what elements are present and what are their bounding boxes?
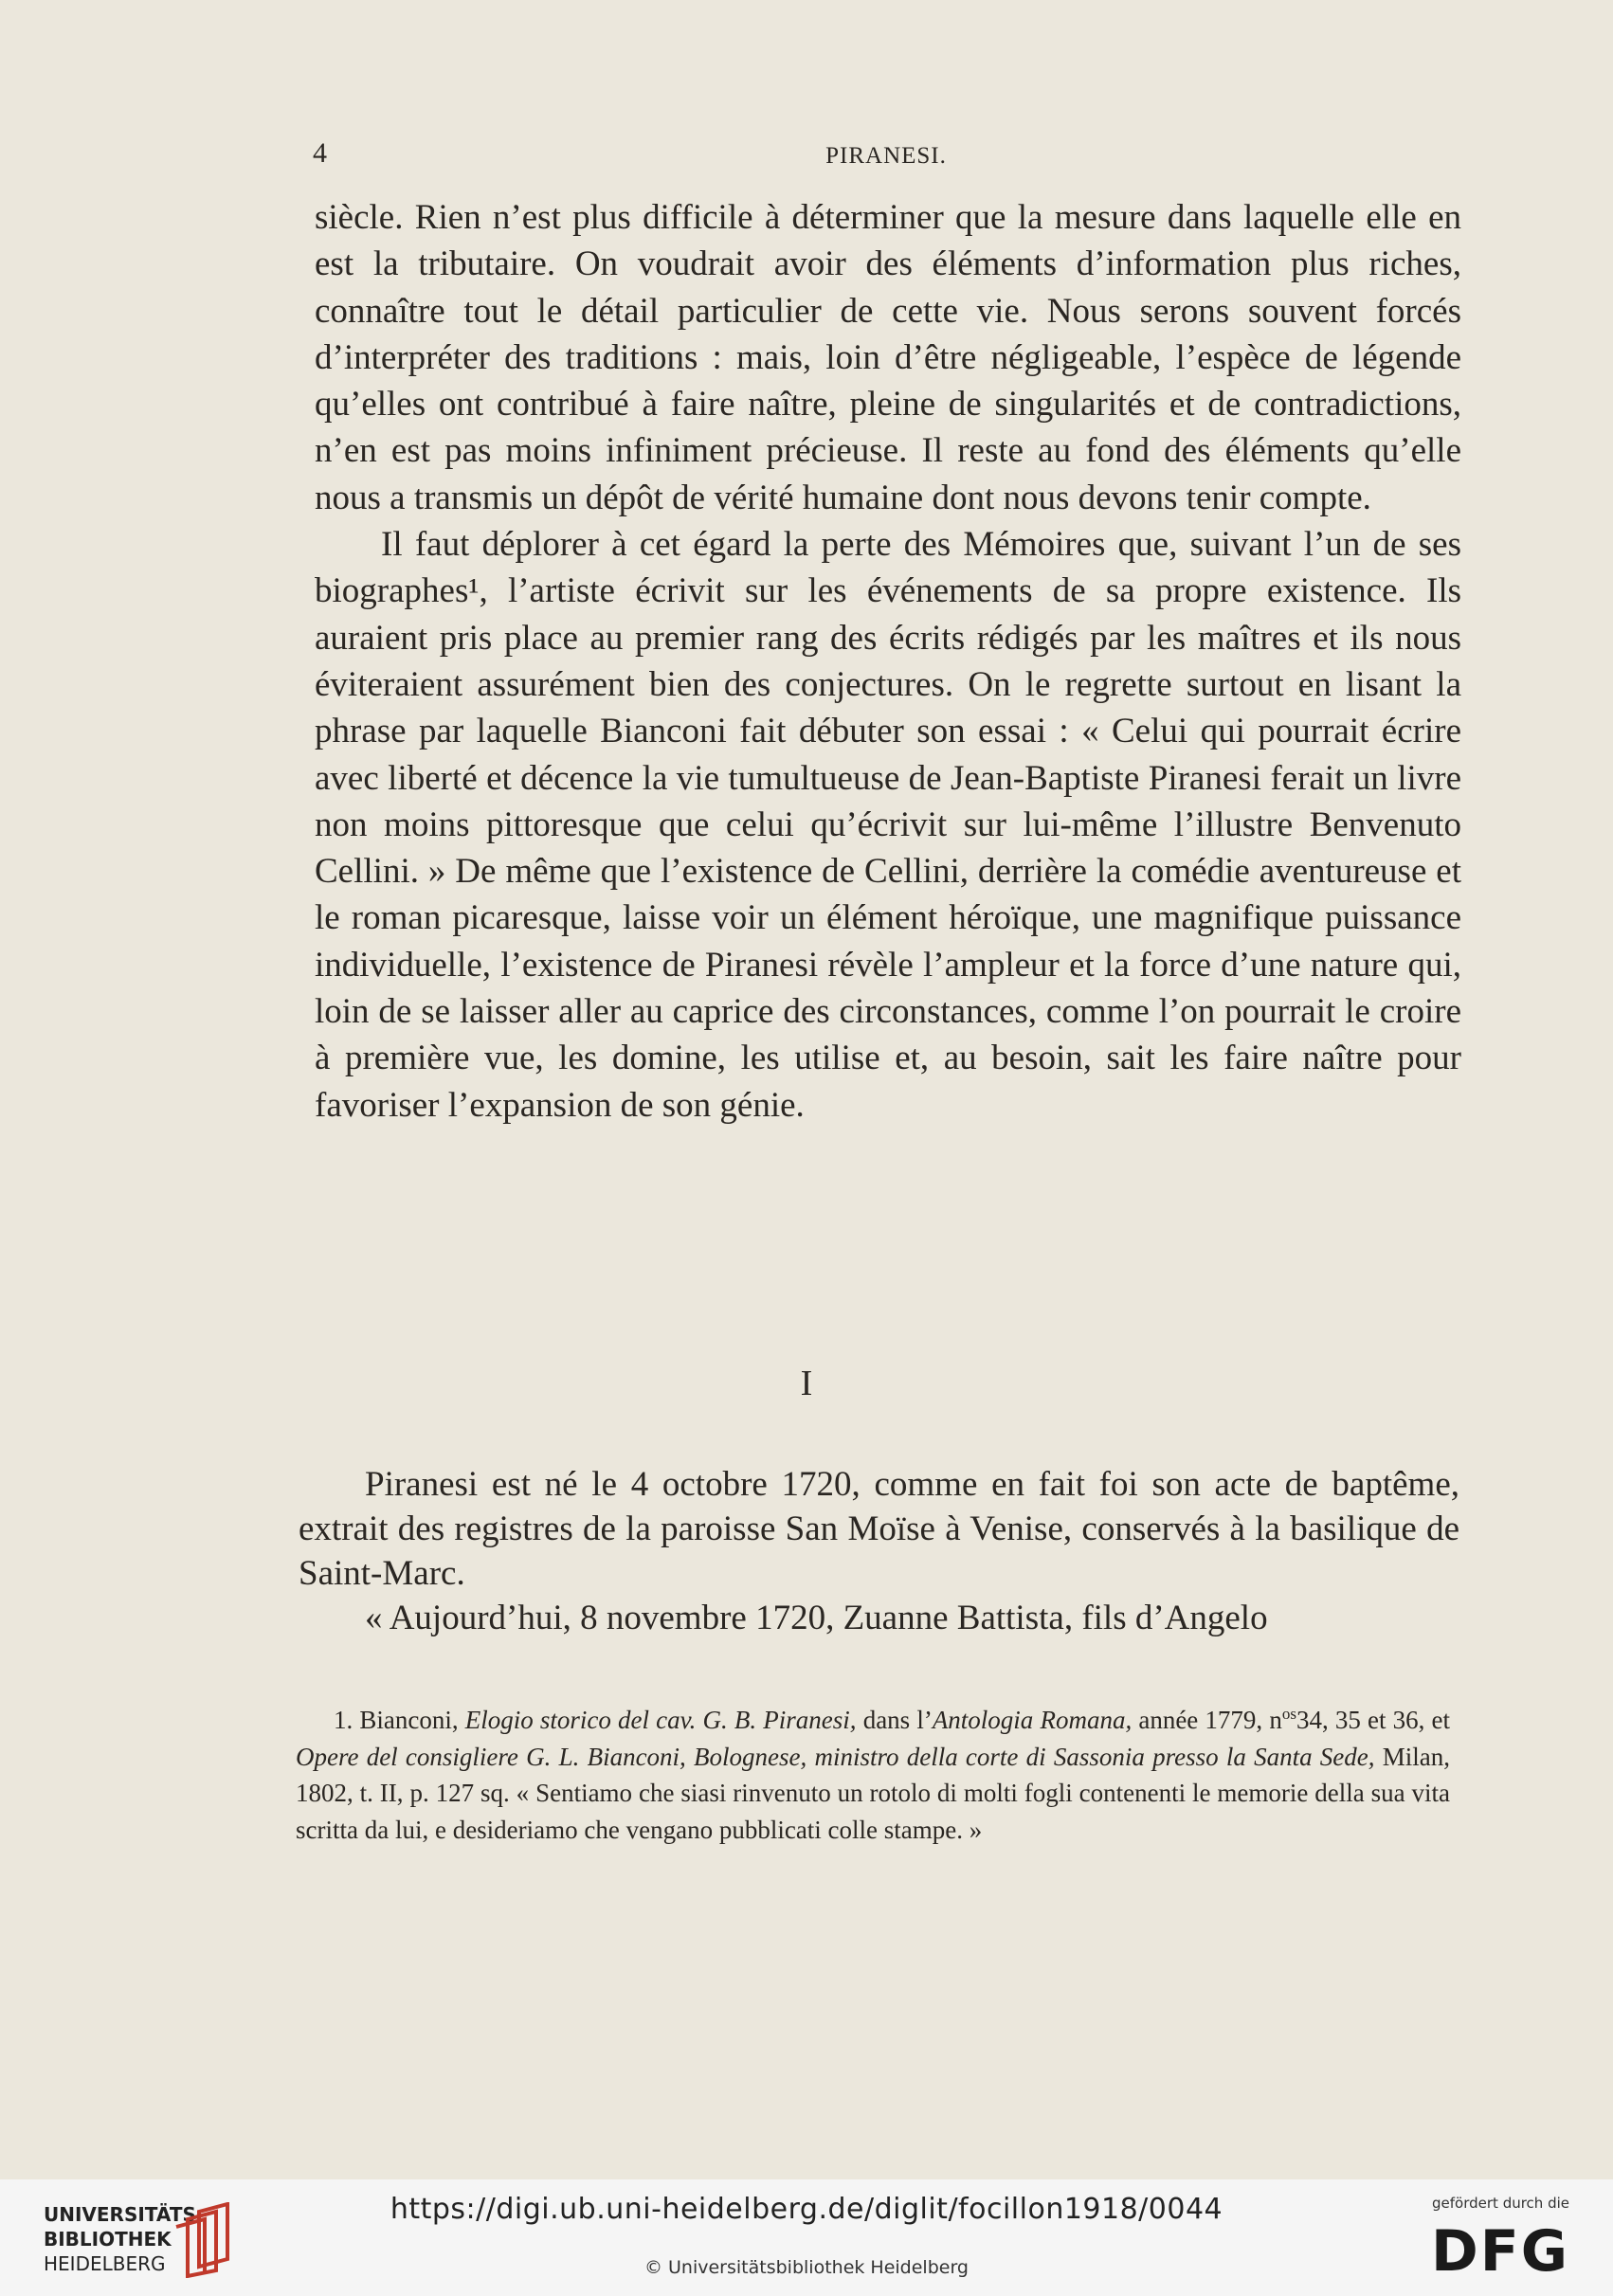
footnotes [296, 1696, 1450, 1848]
footnote-title-2: Opere del consigliere G. L. Bianconi, Bolognese, ministro della corte di Sassonia presso la Santa Sede, [296, 1742, 1375, 1771]
footnote-superscript: os [1281, 1705, 1296, 1723]
footnote-text-4: Milan, 1802, t. II, p. 127 sq. « Sentiamo che siasi rinvenuto un rotolo di molti fogli contenenti le memorie della sua vita scritta da lui, e desideriamo che vengano pubblicati colle stampe. » [296, 1742, 1450, 1844]
footnote-text-2: année 1779, n [1138, 1706, 1282, 1734]
running-title: PIRANESI. [825, 143, 947, 169]
body-text-bottom [299, 1462, 1459, 1640]
library-name-line-1: UNIVERSITÄTS- [44, 2203, 205, 2226]
footer-banner [0, 2179, 1613, 2296]
dfg-logo[interactable]: DFG [1430, 2218, 1569, 2285]
paragraph-3: Piranesi est né le 4 octobre 1720, comme en fait foi son acte de baptême, extrait des registres de la paroisse San Moïse à Venise, conservés à la basilique de Saint-Marc. [299, 1465, 1459, 1593]
page-header [313, 137, 1459, 175]
footnote-text-1: dans l’ [862, 1706, 933, 1734]
paragraph-1: siècle. Rien n’est plus difficile à déterminer que la mesure dans laquelle elle en est la tributaire. On voudrait avoir des éléments d’information plus riches, connaître tout le détail particulier de cette vie. Nous serons souvent forcés d’interpréter des traditions : mais, loin d’être négligeable, l’espèce de légende qu’elles ont contribué à faire naître, pleine de singularités et de contradictions, n’en est pas moins infiniment précieuse. Il reste au fond des éléments qu’elle nous a transmis un dépôt de vérité humaine dont nous devons tenir compte. [315, 198, 1461, 517]
footnote-text-3: 34, 35 et 36, et [1296, 1706, 1450, 1734]
funder-label: gefördert durch die [1432, 2195, 1569, 2212]
section-heading: I [800, 1364, 813, 1403]
footnote-journal: Antologia Romana, [932, 1706, 1133, 1734]
footnote-author: Bianconi, [359, 1706, 459, 1734]
library-name-line-2: BIBLIOTHEK [44, 2228, 172, 2251]
footnote-title-1: Elogio storico del cav. G. B. Piranesi, [464, 1706, 857, 1734]
copyright-notice: © Universitätsbibliothek Heidelberg [643, 2257, 969, 2278]
paragraph-4: « Aujourd’hui, 8 novembre 1720, Zuanne Battista, fils d’Angelo [365, 1599, 1268, 1637]
library-name-line-3: HEIDELBERG [44, 2252, 166, 2275]
permalink-url[interactable]: https://digi.ub.uni-heidelberg.de/diglit/focillon1918/0044 [390, 2193, 1223, 2226]
footnote-number: 1. [334, 1706, 353, 1734]
page-number: 4 [313, 137, 327, 169]
body-text-top [315, 194, 1461, 1129]
footnote-1 [296, 1696, 1450, 1848]
paragraph-2: Il faut déplorer à cet égard la perte des Mémoires que, suivant l’un de ses biographes¹, l’artiste écrivit sur les événements de sa propre existence. Ils auraient pris place au premier rang des écrits rédigés par les maîtres et ils nous éviteraient assurément bien des conjectures. On le regrette surtout en lisant la phrase par laquelle Bianconi fait débuter son essai : « Celui qui pourrait écrire avec liberté et décence la vie tumultueuse de Jean-Baptiste Piranesi ferait un livre non moins pittoresque que celui qu’écrivit sur lui-même l’illustre Benvenuto Cellini. » De même que l’existence de Cellini, derrière la comédie aventureuse et le roman picaresque, laisse voir un élément héroïque, une magnifique puissance individuelle, l’existence de Piranesi révèle l’ampleur et la force d’une nature qui, loin de se laisser aller au caprice des circonstances, comme l’on pourrait le croire à première vue, les domine, les utilise et, au besoin, sait les faire naître pour favoriser l’expansion de son génie. [315, 525, 1461, 1125]
